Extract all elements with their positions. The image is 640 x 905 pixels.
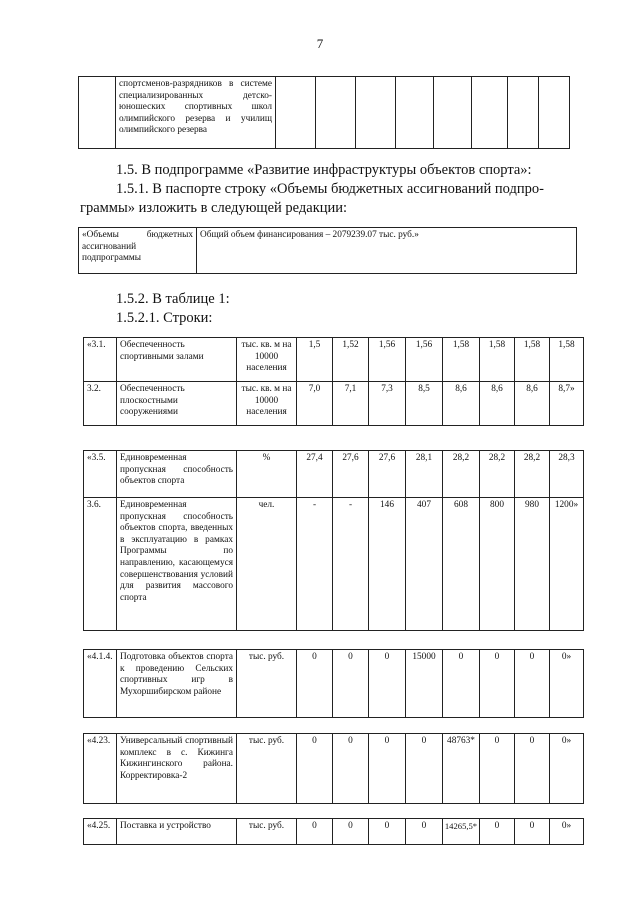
value-cell: 0 bbox=[297, 650, 333, 718]
top-table-text: спортсменов-разрядников в системе специализированных детско-юношеских спортивных школ олимпийского резерва и училищ олимпийского резерва bbox=[116, 77, 276, 149]
value-cell: 28,2 bbox=[515, 451, 550, 498]
section-1-5-heading: 1.5. В подпрограмме «Развитие инфраструктуры объектов спорта»: bbox=[116, 162, 532, 178]
value-cell: 8,7» bbox=[550, 382, 584, 426]
passport-value: Общий объем финансирования – 2079239.07 тыс. руб.» bbox=[197, 228, 577, 274]
value-cell: 28,2 bbox=[443, 451, 480, 498]
row-name: Единовременная пропускная способность объектов спорта, введенных в эксплуатацию в рамках Программы по направлению, касающемуся совершенствования условий для развития массового спорта bbox=[117, 498, 237, 631]
value-cell: 0 bbox=[443, 650, 480, 718]
indicators-table-a bbox=[83, 337, 584, 426]
table-row bbox=[84, 650, 584, 718]
section-1-5-1-line-cont: граммы» изложить в следующей редакции: bbox=[80, 200, 348, 216]
value-cell: 8,6 bbox=[515, 382, 550, 426]
row-name: Поставка и устройство bbox=[117, 819, 237, 845]
value-cell: 1,52 bbox=[333, 338, 369, 382]
value-cell: 0 bbox=[333, 734, 369, 804]
value-cell: 8,6 bbox=[480, 382, 515, 426]
value-cell: 0 bbox=[480, 734, 515, 804]
row-number: «4.23. bbox=[84, 734, 117, 804]
row-number: «4.1.4. bbox=[84, 650, 117, 718]
value-cell: 0 bbox=[333, 819, 369, 845]
continuation-table bbox=[78, 76, 570, 149]
value-cell: 8,5 bbox=[406, 382, 443, 426]
value-cell: 0 bbox=[369, 650, 406, 718]
value-cell: 0 bbox=[515, 819, 550, 845]
value-cell: - bbox=[297, 498, 333, 631]
table-row bbox=[84, 819, 584, 845]
page-number: 7 bbox=[316, 36, 324, 51]
value-cell: 800 bbox=[480, 498, 515, 631]
value-cell: 0» bbox=[550, 819, 584, 845]
value-cell: 0 bbox=[369, 734, 406, 804]
row-name: Единовременная пропускная способность объектов спорта bbox=[117, 451, 237, 498]
row-unit: % bbox=[237, 451, 297, 498]
value-cell: 1,58 bbox=[443, 338, 480, 382]
value-cell: 0 bbox=[297, 734, 333, 804]
value-cell: 0 bbox=[515, 734, 550, 804]
value-cell: 7,0 bbox=[297, 382, 333, 426]
value-cell: 0 bbox=[406, 734, 443, 804]
row-name: Обеспеченность плоскостными сооружениями bbox=[117, 382, 237, 426]
passport-label: «Объемы бюджетных ассигнований подпрограммы bbox=[79, 228, 197, 274]
row-number: «3.1. bbox=[84, 338, 117, 382]
row-unit: тыс. руб. bbox=[237, 819, 297, 845]
value-cell: 1,58 bbox=[480, 338, 515, 382]
row-unit: тыс. руб. bbox=[237, 650, 297, 718]
section-1-5-2-heading: 1.5.2. В таблице 1: bbox=[116, 291, 230, 307]
row-name: Обеспеченность спортивными залами bbox=[117, 338, 237, 382]
value-cell: 0 bbox=[333, 650, 369, 718]
value-cell: 1,58 bbox=[515, 338, 550, 382]
value-cell: 27,4 bbox=[297, 451, 333, 498]
row-number: «4.25. bbox=[84, 819, 117, 845]
measures-table-423 bbox=[83, 733, 584, 804]
row-unit: тыс. кв. м на 10000 населения bbox=[237, 338, 297, 382]
value-cell: 608 bbox=[443, 498, 480, 631]
value-cell: 8,6 bbox=[443, 382, 480, 426]
table-row bbox=[84, 338, 584, 382]
value-cell: 1,58 bbox=[550, 338, 584, 382]
value-cell: 146 bbox=[369, 498, 406, 631]
value-cell: 27,6 bbox=[369, 451, 406, 498]
value-cell: 28,2 bbox=[480, 451, 515, 498]
section-1-5-1-line: 1.5.1. В паспорте строку «Объемы бюджетных ассигнований подпро- bbox=[116, 181, 544, 197]
table-row bbox=[84, 451, 584, 498]
measures-table-414 bbox=[83, 649, 584, 718]
row-name: Подготовка объектов спорта к проведению Сельских спортивных игр в Мухоршибирском районе bbox=[117, 650, 237, 718]
value-cell: 407 bbox=[406, 498, 443, 631]
table-row bbox=[84, 734, 584, 804]
row-number: «3.5. bbox=[84, 451, 117, 498]
section-1-5-2-1-heading: 1.5.2.1. Строки: bbox=[116, 310, 213, 326]
table-row bbox=[84, 498, 584, 631]
row-name: Универсальный спортивный комплекс в с. Кижинга Кижингинского района. Корректировка-2 bbox=[117, 734, 237, 804]
value-cell: 0 bbox=[480, 650, 515, 718]
row-number: 3.6. bbox=[84, 498, 117, 631]
value-cell: 48763* bbox=[443, 734, 480, 804]
value-cell: - bbox=[333, 498, 369, 631]
value-cell: 1200» bbox=[550, 498, 584, 631]
value-cell: 0» bbox=[550, 650, 584, 718]
value-cell: 0 bbox=[406, 819, 443, 845]
value-cell: 14265,5* bbox=[443, 819, 480, 845]
row-unit: чел. bbox=[237, 498, 297, 631]
value-cell: 0 bbox=[480, 819, 515, 845]
value-cell: 28,3 bbox=[550, 451, 584, 498]
value-cell: 7,3 bbox=[369, 382, 406, 426]
row-unit: тыс. кв. м на 10000 населения bbox=[237, 382, 297, 426]
value-cell: 0 bbox=[515, 650, 550, 718]
value-cell: 1,56 bbox=[406, 338, 443, 382]
value-cell: 1,5 bbox=[297, 338, 333, 382]
passport-table bbox=[78, 227, 577, 274]
indicators-table-b bbox=[83, 450, 584, 631]
row-unit: тыс. руб. bbox=[237, 734, 297, 804]
value-cell: 0» bbox=[550, 734, 584, 804]
measures-table-425 bbox=[83, 818, 584, 845]
table-row bbox=[84, 382, 584, 426]
value-cell: 15000 bbox=[406, 650, 443, 718]
value-cell: 27,6 bbox=[333, 451, 369, 498]
value-cell: 1,56 bbox=[369, 338, 406, 382]
value-cell: 28,1 bbox=[406, 451, 443, 498]
value-cell: 0 bbox=[369, 819, 406, 845]
value-cell: 7,1 bbox=[333, 382, 369, 426]
value-cell: 0 bbox=[297, 819, 333, 845]
value-cell: 980 bbox=[515, 498, 550, 631]
row-number: 3.2. bbox=[84, 382, 117, 426]
